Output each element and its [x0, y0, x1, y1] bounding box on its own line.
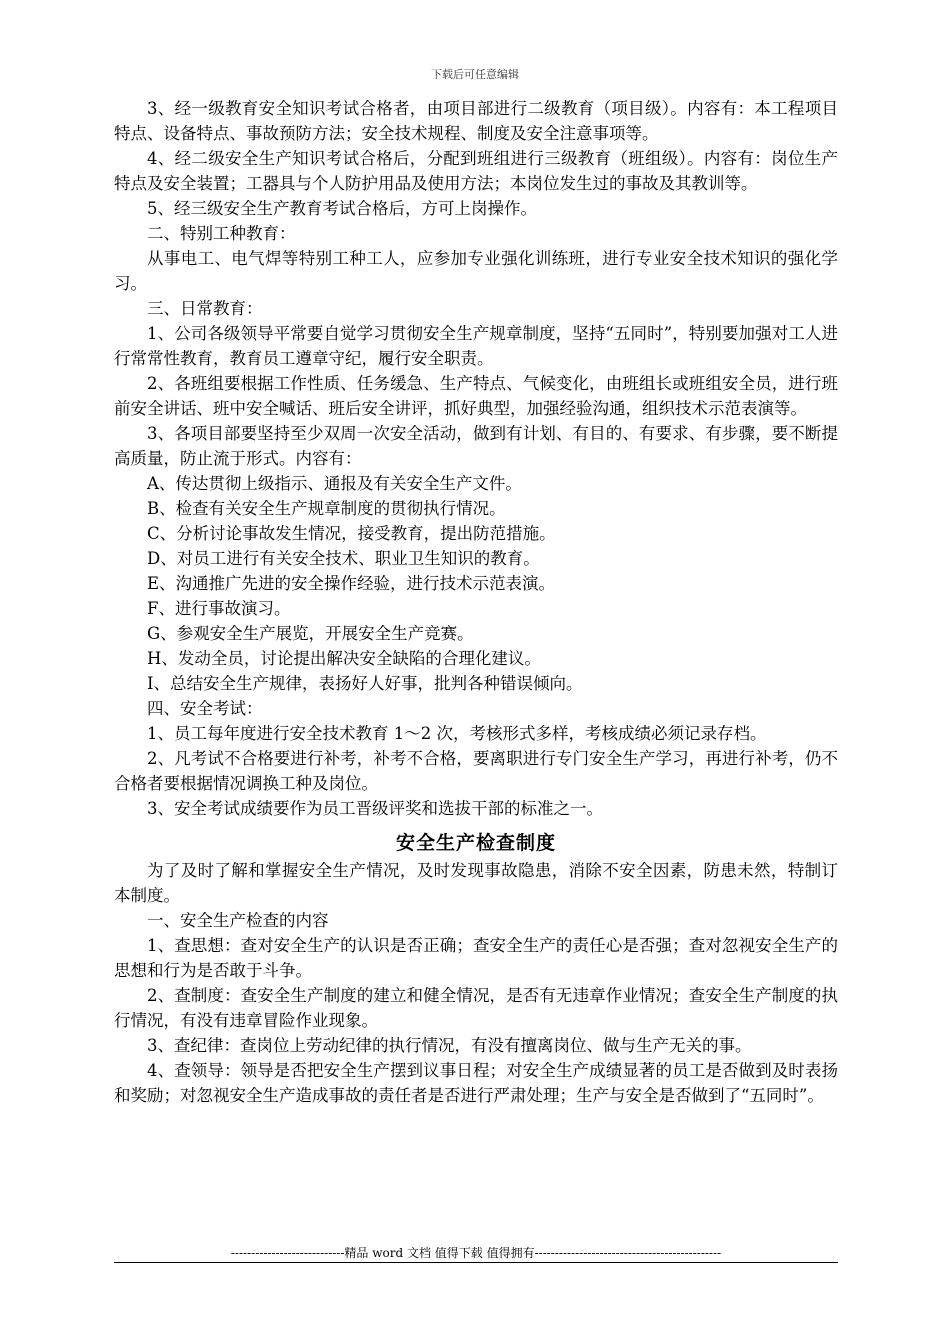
paragraph: 2、各班组要根据工作性质、任务缓急、生产特点、气候变化，由班组长或班组安全员，进行班前安全讲话、班中安全喊话、班后安全讲评，抓好典型，加强经验沟通，组织技术示范表演等。 — [114, 374, 838, 418]
paragraph: 4、经二级安全生产知识考试合格后，分配到班组进行三级教育（班组级）。内容有：岗位生产特点及安全装置；工器具与个人防护用品及使用方法；本岗位发生过的事故及其教训等。 — [114, 149, 838, 193]
document-body — [114, 96, 838, 1108]
paragraph: 5、经三级安全生产教育考试合格后，方可上岗操作。 — [147, 199, 537, 218]
list-item: I、总结安全生产规律，表扬好人好事，批判各种错误倾向。 — [147, 674, 583, 693]
paragraph: 4、查领导：领导是否把安全生产摆到议事日程；对安全生产成绩显著的员工是否做到及时表扬和奖励；对忽视安全生产造成事故的责任者是否进行严肃处理；生产与安全是否做到了“五同时”。 — [114, 1061, 838, 1105]
section-heading: 四、安全考试： — [147, 699, 263, 718]
page-header: 下载后可任意编辑 — [431, 68, 519, 81]
list-item: F、进行事故演习。 — [147, 599, 291, 618]
list-item: A、传达贯彻上级指示、通报及有关安全生产文件。 — [147, 474, 522, 493]
list-item: H、发动全员，讨论提出解决安全缺陷的合理化建议。 — [147, 649, 541, 668]
paragraph: 1、公司各级领导平常要自觉学习贯彻安全生产规章制度，坚持“五同时”，特别要加强对工人进行常常性教育，教育员工遵章守纪，履行安全职责。 — [114, 324, 838, 368]
list-item: C、分析讨论事故发生情况，接受教育，提出防范措施。 — [147, 524, 556, 543]
section-heading: 一、安全生产检查的内容 — [147, 911, 329, 930]
paragraph: 为了及时了解和掌握安全生产情况，及时发现事故隐患，消除不安全因素，防患未然，特制订本制度。 — [114, 861, 838, 905]
list-item: D、对员工进行有关安全技术、职业卫生知识的教育。 — [147, 549, 540, 568]
list-item: G、参观安全生产展览，开展安全生产竞赛。 — [147, 624, 474, 643]
paragraph: 1、查思想：查对安全生产的认识是否正确；查安全生产的责任心是否强；查对忽视安全生产的思想和行为是否敢于斗争。 — [114, 936, 838, 980]
section-heading: 二、特别工种教育： — [147, 224, 296, 243]
paragraph: 3、查纪律：查岗位上劳动纪律的执行情况，有没有擅离岗位、做与生产无关的事。 — [147, 1036, 752, 1055]
paragraph: 3、各项目部要坚持至少双周一次安全活动，做到有计划、有目的、有要求、有步骤，要不断提高质量，防止流于形式。内容有： — [114, 424, 838, 468]
list-item: B、检查有关安全生产规章制度的贯彻执行情况。 — [147, 499, 506, 518]
section-part1 — [114, 96, 838, 821]
section-heading: 三、日常教育： — [147, 299, 263, 318]
paragraph: 3、安全考试成绩要作为员工晋级评奖和选拔干部的标准之一。 — [147, 799, 603, 818]
section-part2 — [114, 858, 838, 1108]
footer-divider — [114, 1262, 838, 1263]
paragraph: 2、凡考试不合格要进行补考，补考不合格，要离职进行专门安全生产学习，再进行补考，仍不合格者要根据情况调换工种及岗位。 — [114, 749, 838, 793]
paragraph: 从事电工、电气焊等特别工种工人，应参加专业强化训练班，进行专业安全技术知识的强化学习。 — [114, 249, 838, 293]
paragraph: 1、员工每年度进行安全技术教育 1～2 次，考核形式多样，考核成绩必须记录存档。 — [147, 724, 767, 743]
page-footer: ----------------------------精品 word 文档 值得下载 值得拥有---------------------------------------------- — [230, 1246, 722, 1260]
section-title: 安全生产检查制度 — [395, 832, 556, 854]
paragraph: 3、经一级教育安全知识考试合格者，由项目部进行二级教育（项目级）。内容有：本工程项目特点、设备特点、事故预防方法；安全技术规程、制度及安全注意事项等。 — [114, 99, 838, 143]
paragraph: 2、查制度：查安全生产制度的建立和健全情况，是否有无违章作业情况；查安全生产制度的执行情况，有没有违章冒险作业现象。 — [114, 986, 838, 1030]
list-item: E、沟通推广先进的安全操作经验，进行技术示范表演。 — [147, 574, 556, 593]
